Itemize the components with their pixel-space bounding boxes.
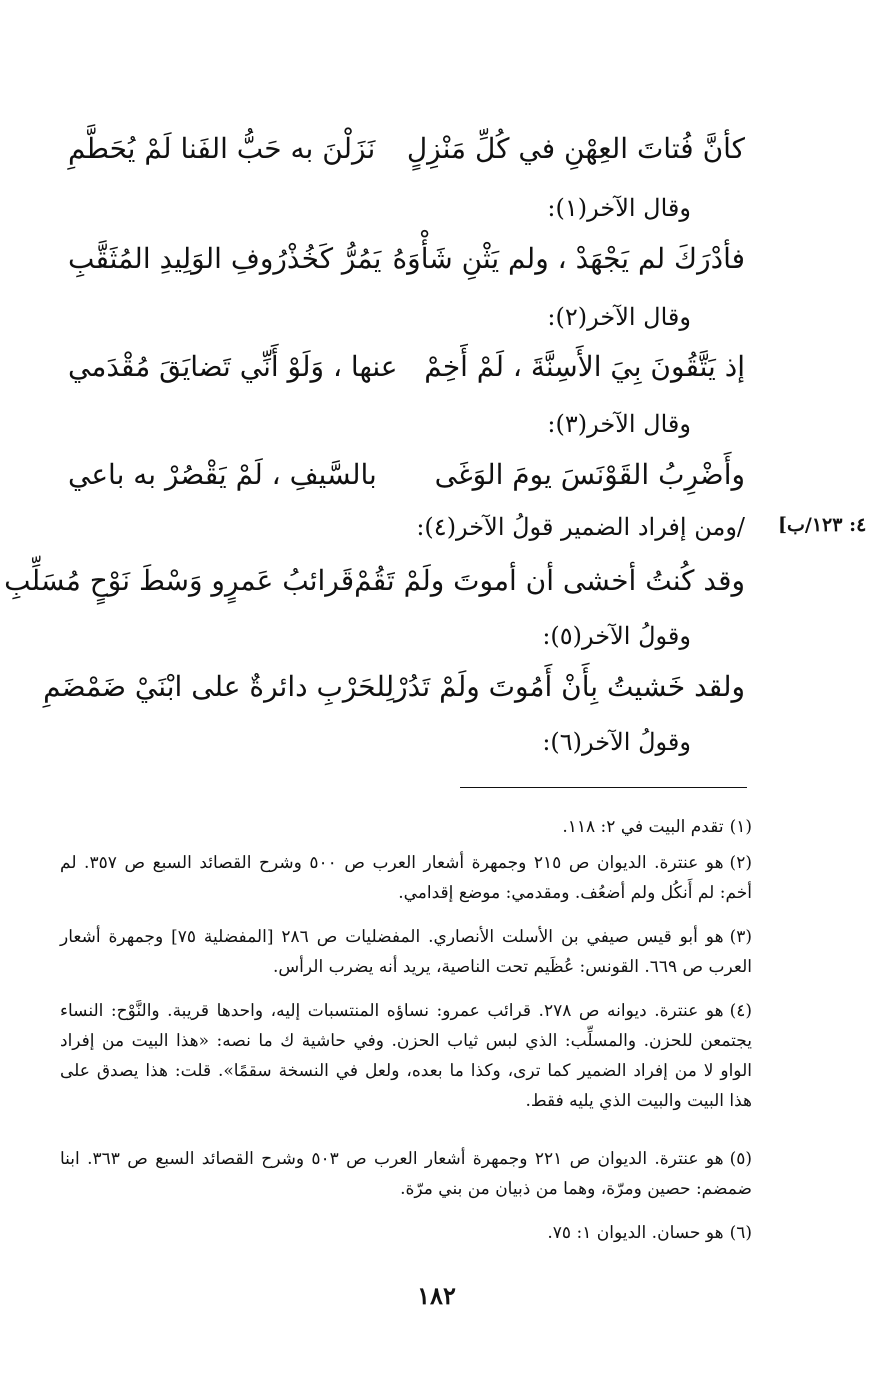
verse-intro: وقولُ الآخر(٦): <box>542 728 691 756</box>
footnote-text: هو عنترة. ديوانه ص ٢٧٨. قرائب عمرو: نساؤه المنتسبات إليه، واحدها قريبة. والنَّوْح: النساء يجتمعن للحزن. والمسلِّب: الذي لبس ثياب الحزن. وفي حاشية ك ما نصه: «هذا البيت من إفراد الواو لا من إفراد الضمير كما ترى، وكذا ما بعده، ولعل في النسخة سقمًا». قلت: هذا يصدق على هذا البيت والبيت الذي يليه فقط. <box>60 1001 752 1111</box>
footnote-number: (١) <box>729 817 752 837</box>
verse-second-hemistich: لِلحَرْبِ دائرةٌ على ابْنَيْ ضَمْضَمِ <box>43 670 395 703</box>
verse-second-hemistich: قَرائبُ عَمرٍو وَسْطَ نَوْحٍ مُسَلِّبِ <box>4 564 355 597</box>
footnote-text: هو حسان. الديوان ١: ٧٥. <box>547 1223 724 1243</box>
footnote-text: هو أبو قيس صيفي بن الأسلت الأنصاري. المفضليات ص ٢٨٦ [المفضلية ٧٥] وجمهرة أشعار العرب ص ٦٦٩. القونس: عُظَيم تحت الناصية، يريد أنه يضرب الرأس. <box>60 927 752 977</box>
verse-first-hemistich: كأنَّ فُتاتَ العِهْنِ في كُلِّ مَنْزِلٍ <box>406 132 745 165</box>
page-number: ١٨٢ <box>417 1281 456 1310</box>
verse-first-hemistich: إذ يَتَّقُونَ بِيَ الأَسِنَّةَ ، لَمْ أَخِمْ <box>424 350 745 383</box>
verse-intro: وقال الآخر(٣): <box>547 410 691 438</box>
footnote-number: (٢) <box>729 853 752 873</box>
footnote-text: هو عنترة. الديوان ص ٢٢١ وجمهرة أشعار العرب ص ٥٠٣ وشرح القصائد السبع ص ٣٦٣. ابنا ضمضم: حصين ومرّة، وهما من ذبيان من بني مرّة. <box>60 1149 752 1199</box>
footnote-number: (٦) <box>729 1223 752 1243</box>
verse-intro: وقال الآخر(١): <box>547 194 691 222</box>
verse-intro: وقولُ الآخر(٥): <box>542 622 691 650</box>
verse-first-hemistich: وقد كُنتُ أخشى أن أموتَ ولَمْ تَقُمْ <box>354 564 745 597</box>
verse-intro: وقال الآخر(٢): <box>547 303 691 331</box>
verse-line <box>68 342 745 392</box>
footnote-number: (٣) <box>729 927 752 947</box>
verse-first-hemistich: فأدْرَكَ لم يَجْهَدْ ، ولم يَثْنِ شَأْوَهُ <box>392 242 745 275</box>
footnote <box>60 996 752 1116</box>
verse-line <box>43 662 745 712</box>
verse-first-hemistich: وأَضْرِبُ القَوْنَسَ يومَ الوَغَى <box>434 458 745 491</box>
verse-second-hemistich: يَمُرُّ كَخُذْرُوفِ الوَلِيدِ المُثَقَّبِ <box>68 242 382 275</box>
verse-line <box>68 124 745 174</box>
verse-first-hemistich: ولقد خَشيتُ بِأَنْ أَمُوتَ ولَمْ تَدُرْ <box>394 670 745 703</box>
footnote <box>60 848 752 908</box>
footnote <box>60 922 752 982</box>
footnote <box>60 1218 752 1248</box>
verse-second-hemistich: بالسَّيفِ ، لَمْ يَقْصُرْ به باعي <box>68 458 377 491</box>
footnote-text: تقدم البيت في ٢: ١١٨. <box>562 817 724 837</box>
verse-intro: /ومن إفراد الضمير قولُ الآخر(٤): <box>416 513 745 541</box>
footnote-number: (٤) <box>729 1001 752 1021</box>
verse-line <box>68 234 745 284</box>
footnote-separator <box>460 787 747 788</box>
verse-line <box>68 450 745 500</box>
footnote <box>60 1144 752 1204</box>
footnote-number: (٥) <box>729 1149 752 1169</box>
verse-second-hemistich: نَزَلْنَ به حَبُّ الفَنا لَمْ يُحَطَّمِ <box>68 132 376 165</box>
footnote <box>60 812 752 842</box>
verse-line <box>4 556 745 606</box>
footnote-text: هو عنترة. الديوان ص ٢١٥ وجمهرة أشعار العرب ص ٥٠٠ وشرح القصائد السبع ص ٣٥٧. لم أخم: لم أَنكُل ولم أضعُف. ومقدمي: موضع إقدامي. <box>60 853 752 903</box>
manuscript-folio-marker: ٤: ١٢٣/ب] <box>778 514 867 536</box>
verse-second-hemistich: عنها ، وَلَوْ أَنِّي تَضايَقَ مُقْدَمي <box>68 350 398 383</box>
